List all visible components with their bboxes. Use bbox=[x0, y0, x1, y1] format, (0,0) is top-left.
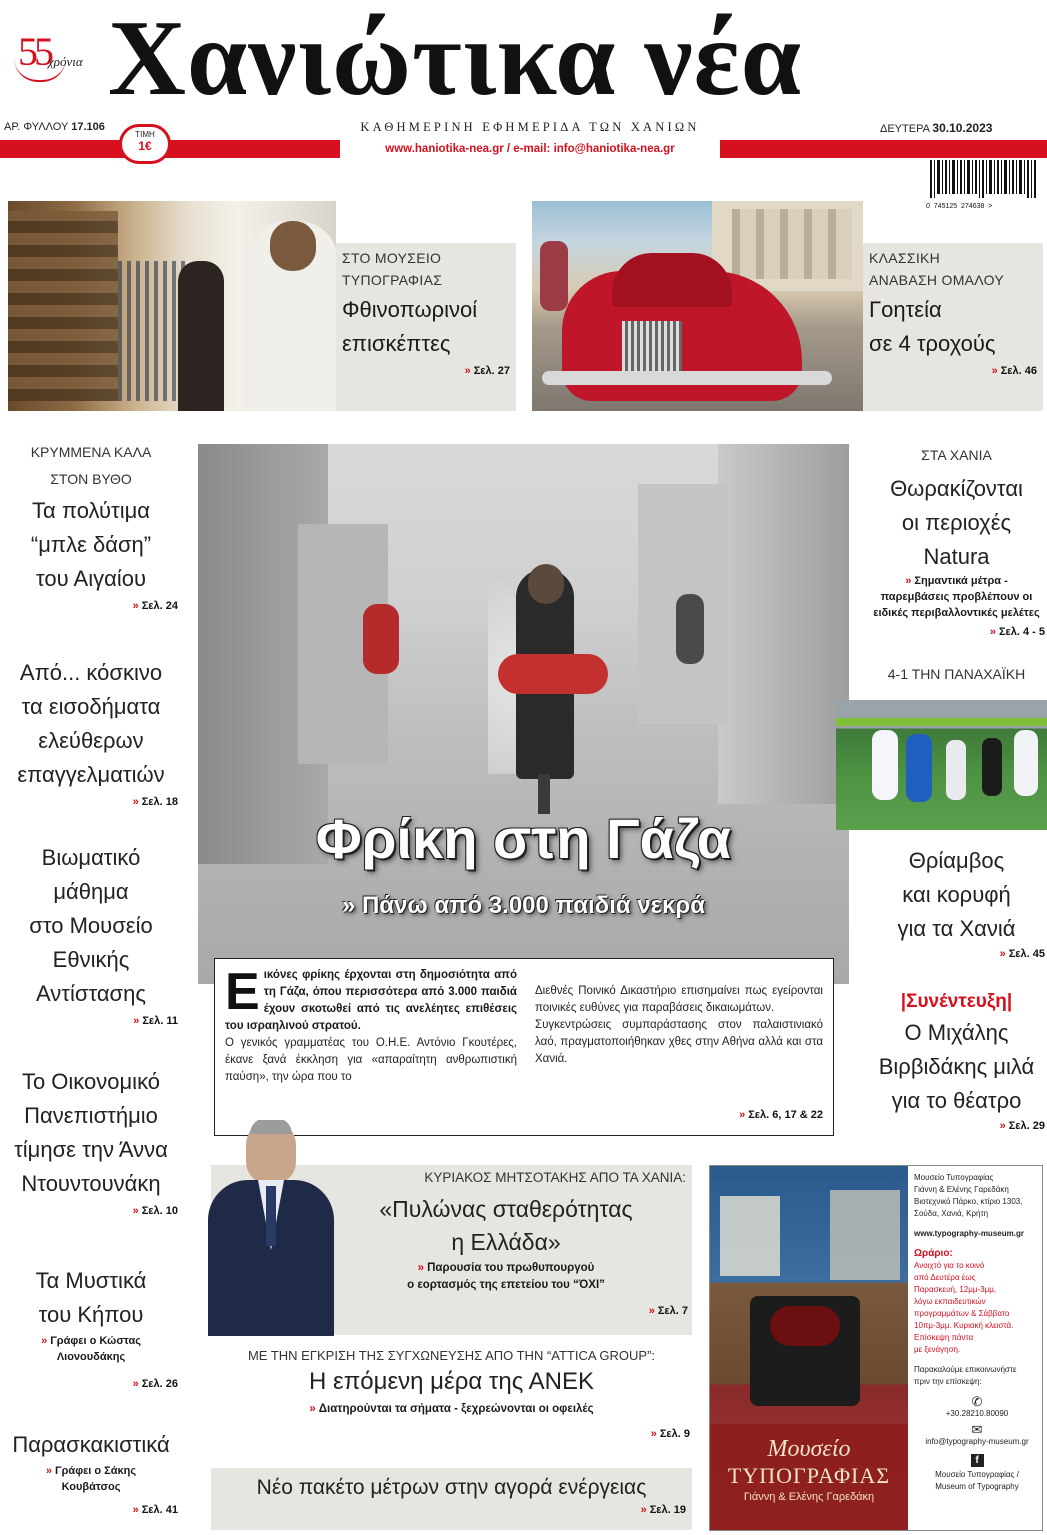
typography-museum-ad[interactable] bbox=[709, 1165, 1043, 1531]
ad-email[interactable]: info@typography-museum.gr bbox=[925, 1437, 1029, 1446]
ad-text: Μουσείο Τυπογραφίας Γιάννη & Ελένης Γαρεδάκη Βιοτεχνικό Πάρκο, κτίριο 1303, Σούδα, Χανιά, Κρήτη www.typography-museum.gr Ωράριο: Ανοιχτό για το κοινό από Δευτέρα έως Παρασκευή, 12μμ-3μμ, λόγω εκπαιδευτικών προγραμμάτων & Σάββατο 10πμ-3μμ. Κυριακή κλειστά. Επίσκεψη πάντα με ξενάγηση. Παρακαλούμε επικοινωνήστε πριν την επίσκεψη: ✆ +30.28210.80090 ✉ info@typography-museum.gr f Μουσείο Τυπογραφίας / Museum of Typography bbox=[914, 1172, 1040, 1493]
main-headline: Φρίκη στη Γάζα bbox=[315, 807, 732, 870]
price-value: 1€ bbox=[138, 139, 152, 153]
mitsotakis-kicker: ΚΥΡΙΑΚΟΣ ΜΗΤΣΟΤΑΚΗΣ ΑΠΟ ΤΑ ΧΑΝΙΑ: bbox=[424, 1170, 686, 1185]
museum-visitors-photo bbox=[8, 201, 336, 411]
right-story-football[interactable]: Θρίαμβος και κορυφή για τα Χανιά » Σελ. 45 bbox=[866, 844, 1047, 960]
price-label: ΤΙΜΗ bbox=[135, 130, 155, 139]
page-ref: » Σελ. 6, 17 & 22 bbox=[739, 1109, 823, 1121]
page-ref: » Σελ. 45 bbox=[999, 948, 1045, 961]
top-story-classic-cars-title: Γοητεία bbox=[869, 297, 942, 322]
main-story-col1 bbox=[225, 963, 517, 1086]
main-subhead: » Πάνω από 3.000 παιδιά νεκρά bbox=[341, 892, 706, 919]
page-ref: » Σελ. 18 bbox=[132, 796, 178, 809]
ad-logo bbox=[710, 1424, 908, 1530]
page-ref: » Σελ. 24 bbox=[132, 600, 178, 613]
page-ref: » Σελ. 27 bbox=[464, 365, 510, 377]
top-story-classic-cars[interactable]: ΚΛΑΣΣΙΚΗ ΑΝΑΒΑΣΗ ΟΜΑΛΟΥ Γοητεία σε 4 τροχούς » Σελ. 46 bbox=[863, 243, 1043, 411]
price-badge bbox=[119, 124, 171, 164]
facebook-icon: f bbox=[971, 1454, 984, 1467]
left-story-column[interactable]: Παρασκακιστικά » Γράφει ο Σάκης Κουβάτσος » Σελ. 41 bbox=[0, 1428, 182, 1516]
anniversary-number: 55 bbox=[18, 29, 50, 74]
main-story-box[interactable] bbox=[214, 958, 834, 1136]
anniversary-word: χρόνια bbox=[48, 54, 83, 69]
barcode-number: 0 745125 274638 > bbox=[926, 203, 993, 210]
anek-title: Η επόμενη μέρα της ΑΝΕΚ bbox=[309, 1368, 594, 1395]
issue-date: ΔΕΥΤΕΡΑ 30.10.2023 bbox=[880, 121, 993, 135]
page-ref: » Σελ. 19 bbox=[640, 1504, 686, 1516]
tagline: ΚΑΘΗΜΕΡΙΝΗ ΕΦΗΜΕΡΙΔΑ ΤΩΝ ΧΑΝΙΩΝ bbox=[360, 120, 700, 134]
right-story-interview[interactable]: |Συνέντευξη| Ο Μιχάλης Βιρβιδάκης μιλά για το θέατρο » Σελ. 29 bbox=[866, 988, 1047, 1132]
top-story-museum[interactable]: ΣΤΟ ΜΟΥΣΕΙΟ ΤΥΠΟΓΡΑΦΙΑΣ Φθινοπωρινοί επισκέπτες » Σελ. 27 bbox=[336, 243, 516, 411]
mitsotakis-title: «Πυλώνας σταθερότητας η Ελλάδα» » Παρουσία του πρωθυπουργού ο εορτασμός της επετείου του “ΌΧΙ” bbox=[379, 1196, 633, 1291]
ad-logo-caps: ΤΥΠΟΓΡΑΦΙΑΣ bbox=[727, 1463, 891, 1488]
main-story-body1: Ο γενικός γραμματέας του Ο.Η.Ε. Αντόνιο Γκουτέρες, έκανε ξανά έκκληση για «απαραίτητη ανθρωπιστική παύση», την ώρα που το bbox=[225, 1037, 517, 1083]
ad-hours: Ανοιχτό για το κοινό από Δευτέρα έως Παρασκευή, 12μμ-3μμ, λόγω εκπαιδευτικών προγραμμάτων & Σάββατο 10πμ-3μμ. Κυριακή κλειστά. Επίσκεψη πάντα με ξενάγηση. bbox=[914, 1261, 1014, 1354]
dropcap: Ε bbox=[225, 963, 260, 1021]
anek-story[interactable]: ΜΕ ΤΗΝ ΕΓΚΡΙΣΗ ΤΗΣ ΣΥΓΧΩΝΕΥΣΗΣ ΑΠΟ ΤΗΝ “ATTICA GROUP”: Η επόμενη μέρα της ΑΝΕΚ » Διατηρούνται τα σήματα - ξεχρεώνονται οι οφειλές » Σελ. 9 bbox=[211, 1348, 692, 1456]
right-kicker-football: 4-1 ΤΗΝ ΠΑΝΑΧΑΪΚΗ bbox=[887, 666, 1026, 682]
ad-logo-sub: Γιάννη & Ελένης Γαρεδάκη bbox=[743, 1491, 875, 1503]
barcode bbox=[926, 160, 1044, 210]
phone-icon: ✆ bbox=[971, 1394, 983, 1409]
left-story-garden[interactable]: Τα Μυστικά του Κήπου » Γράφει ο Κώστας Λιονουδάκης » Σελ. 26 bbox=[0, 1264, 182, 1390]
main-story-col2: Διεθνές Ποινικό Δικαστήριο επισημαίνει πως εγείρονται ποινικές ευθύνες για παραβάσεις δικαιωμάτων. Συγκεντρώσεις συμπαράστασης στον παλαιστινιακό λαό, πραγματοποιήθηκαν χθες στην Αθήνα αλλά και στα Χανιά. bbox=[535, 985, 823, 1065]
left-story-university[interactable]: Το Οικονομικό Πανεπιστήμιο τίμησε την Άννα Ντουντουνάκη » Σελ. 10 bbox=[0, 1065, 182, 1217]
page-ref: » Σελ. 7 bbox=[648, 1305, 688, 1317]
mitsotakis-photo bbox=[200, 1120, 340, 1336]
top-story-museum-title: Φθινοπωρινοί bbox=[342, 297, 478, 322]
page-ref: » Σελ. 10 bbox=[132, 1205, 178, 1218]
energy-story[interactable] bbox=[211, 1468, 692, 1530]
mail-icon: ✉ bbox=[971, 1422, 983, 1437]
contact-bar: www.haniotika-nea.gr / e-mail: info@haniotika-nea.gr bbox=[340, 140, 720, 158]
left-story-income[interactable]: Από... κόσκινο τα εισοδήματα ελεύθερων επαγγελματιών » Σελ. 18 bbox=[0, 656, 182, 808]
page-ref: » Σελ. 29 bbox=[999, 1120, 1045, 1133]
masthead-title: Χανιώτικα νέα bbox=[108, 0, 803, 118]
football-photo bbox=[836, 700, 1047, 830]
main-story-lead: ικόνες φρίκης έρχονται στη δημοσιότητα από τη Γάζα, όπου περισσότερα από 3.000 παιδιά έχουν σκοτωθεί από τις ανελέητες επιθέσεις του ισραηλινού στρατού. bbox=[225, 969, 517, 1032]
anek-kicker: ΜΕ ΤΗΝ ΕΓΚΡΙΣΗ ΤΗΣ ΣΥΓΧΩΝΕΥΣΗΣ ΑΠΟ ΤΗΝ “ATTICA GROUP”: bbox=[247, 1348, 656, 1363]
page-ref: » Σελ. 11 bbox=[133, 1015, 178, 1028]
interview-label: |Συνέντευξη| bbox=[900, 991, 1013, 1012]
anniversary-swoosh bbox=[14, 58, 66, 82]
issue-number: ΑΡ. ΦΥΛΛΟΥ 17.106 bbox=[4, 121, 105, 133]
barcode-icon bbox=[926, 160, 1044, 200]
ad-logo-script: Μουσείο bbox=[767, 1436, 851, 1462]
page-ref: » Σελ. 26 bbox=[132, 1378, 178, 1391]
page-ref: » Σελ. 4 - 5 bbox=[989, 626, 1045, 639]
ad-hours-title: Ωράριο: bbox=[914, 1248, 953, 1259]
page-ref: » Σελ. 41 bbox=[132, 1503, 178, 1516]
page-ref: » Σελ. 9 bbox=[650, 1427, 690, 1440]
energy-title: Νέο πακέτο μέτρων στην αγορά ενέργειας bbox=[256, 1476, 647, 1499]
ad-web[interactable]: www.typography-museum.gr bbox=[914, 1229, 1024, 1238]
left-story-museum-resistance[interactable]: Βιωματικό μάθημα στο Μουσείο Εθνικής Αντίστασης » Σελ. 11 bbox=[0, 841, 182, 1027]
left-story-blue-forests[interactable]: ΚΡΥΜΜΕΝΑ ΚΑΛΑ ΣΤΟΝ ΒΥΘΟ Τα πολύτιμα “μπλε δάση” του Αιγαίου » Σελ. 24 bbox=[0, 440, 182, 612]
page-ref: » Σελ. 46 bbox=[991, 365, 1037, 377]
right-story-natura[interactable]: ΣΤΑ ΧΑΝΙΑ Θωρακίζονται οι περιοχές Natura » Σημαντικά μέτρα - παρεμβάσεις προβλέπουν οι ειδικές περιβαλλοντικές μελέτες » Σελ. 4 - 5 bbox=[866, 444, 1047, 638]
anniversary-logo bbox=[12, 28, 102, 88]
classic-car-photo bbox=[532, 201, 863, 411]
ad-phone[interactable]: +30.28210.80090 bbox=[945, 1409, 1009, 1418]
